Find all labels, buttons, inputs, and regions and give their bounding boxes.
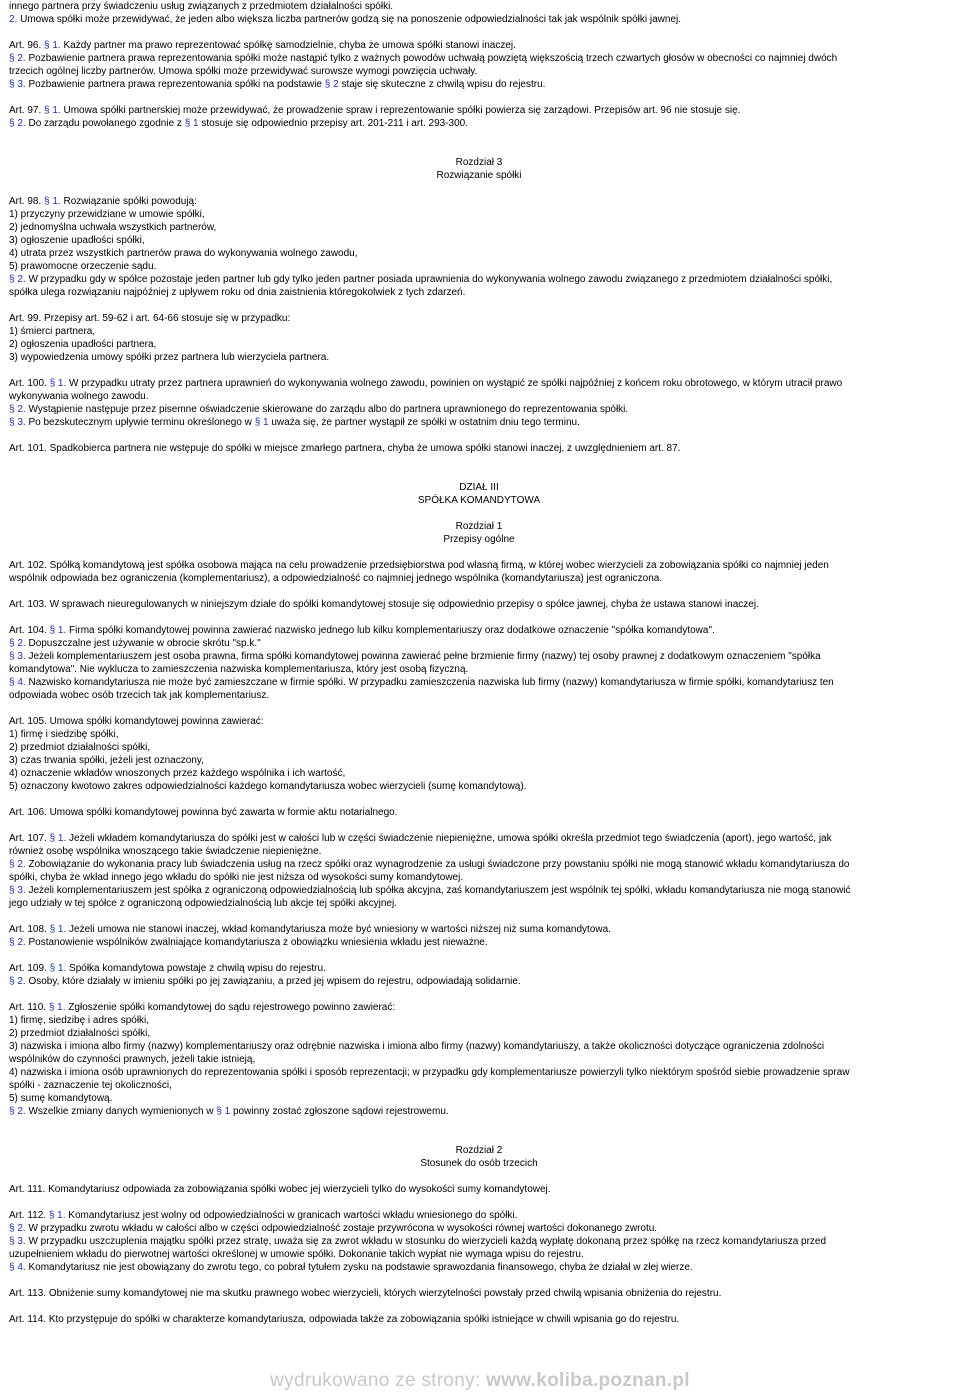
text-fragment: 2) jednomyślna uchwała wszystkich partnerów,: [9, 222, 217, 233]
text-line: [9, 1092, 949, 1105]
blank-line: [9, 1274, 949, 1287]
text-fragment: Art. 103. W sprawach nieuregulowanych w niniejszym dziale do spółki komandytowej stosuje się odpowiednio przepisy o spółce jawnej, chyba że ustawa stanowi inaczej.: [9, 599, 759, 610]
blank-line: [9, 1196, 949, 1209]
paragraph-marker: § 2.: [9, 976, 26, 987]
text-line: [9, 624, 949, 637]
section-heading: [9, 520, 949, 533]
blank-line: [9, 793, 949, 806]
text-fragment: Art. 110.: [9, 1002, 49, 1013]
text-fragment: trzecich ogólnej liczby partnerów. Umowa spółki może przewidywać surowsze wymogi powzięcia uchwały.: [9, 66, 478, 77]
text-line: [9, 858, 949, 871]
text-fragment: Osoby, które działały w imieniu spółki po jej zawiązaniu, a przed jej wpisem do rejestru, odpowiadają solidarnie.: [25, 976, 521, 987]
blank-line: [9, 364, 949, 377]
text-line: [9, 52, 949, 65]
text-fragment: Art. 102. Spółką komandytową jest spółka osobowa mająca na celu prowadzenie przedsiębiorstwa pod własną firmą, w której wobec wierzycieli za zobowiązania spółki co najmniej jeden: [9, 560, 829, 571]
paragraph-marker: § 3.: [9, 885, 26, 896]
text-line: [9, 1209, 949, 1222]
text-line: [9, 1183, 949, 1196]
text-line: [9, 195, 949, 208]
text-line: [9, 559, 949, 572]
paragraph-marker: § 1: [254, 417, 269, 428]
text-fragment: Art. 107.: [9, 833, 50, 844]
paragraph-marker: § 1.: [49, 963, 67, 974]
text-line: [9, 936, 949, 949]
text-fragment: Art. 105. Umowa spółki komandytowej powinna zawierać:: [9, 716, 264, 727]
text-fragment: Art. 98.: [9, 196, 45, 207]
text-line: [9, 845, 949, 858]
text-fragment: Do zarządu powołanego zgodnie z: [25, 118, 185, 129]
text-line: [9, 416, 949, 429]
text-fragment: spółki, chyba że wkład innego jego wkładu do spółki nie jest niższa od wysokości sumy komandytowej.: [9, 872, 464, 883]
text-fragment: Wszelkie zmiany danych wymienionych w: [25, 1106, 217, 1117]
text-fragment: również osobę wspólnika wnoszącego takie świadczenie niepieniężne.: [9, 846, 322, 857]
text-line: [9, 923, 949, 936]
text-line: [9, 1222, 949, 1235]
text-fragment: staje się skuteczne z chwilą wpisu do rejestru.: [338, 79, 546, 90]
text-fragment: stosuje się odpowiednio przepisy art. 201-211 i art. 293-300.: [198, 118, 469, 129]
text-fragment: Pozbawienie partnera prawa reprezentowania spółki na podstawie: [25, 79, 325, 90]
text-fragment: W przypadku uszczuplenia majątku spółki przez stratę, uważa się za zwrot wkładu w stosunku do wierzycieli każdą wypłatę dokonaną przez spółkę na rzecz komandytariusza przed: [25, 1236, 827, 1247]
blank-line: [9, 1131, 949, 1144]
text-line: [9, 832, 949, 845]
paragraph-marker: § 2.: [9, 1223, 26, 1234]
text-line: [9, 273, 949, 286]
text-line: [9, 1248, 949, 1261]
text-fragment: Art. 108.: [9, 924, 50, 935]
text-fragment: Wystąpienie następuje przez pisemne oświadczenie skierowane do zarządu albo do partnera uprawnionego do reprezentowania spółki.: [25, 404, 629, 415]
text-line: [9, 221, 949, 234]
paragraph-marker: § 3.: [9, 417, 26, 428]
text-line: [9, 208, 949, 221]
text-line: [9, 1105, 949, 1118]
blank-line: [9, 1118, 949, 1131]
section-heading: [9, 1157, 949, 1170]
text-line: [9, 338, 949, 351]
text-fragment: Art. 113. Obniżenie sumy komandytowej nie ma skutku prawnego wobec wierzycieli, których wierzytelności powstały przed chwilą wpisania obniżenia do rejestru.: [9, 1288, 722, 1299]
text-fragment: Art. 111. Komandytariusz odpowiada za zobowiązania spółki wobec jej wierzycieli tylko do wysokości sumy komandytowej.: [9, 1184, 551, 1195]
text-line: [9, 1001, 949, 1014]
text-fragment: 3) wypowiedzenia umowy spółki przez partnera lub wierzyciela partnera.: [9, 352, 330, 363]
paragraph-marker: § 2.: [9, 638, 26, 649]
paragraph-marker: § 2: [324, 79, 339, 90]
text-line: [9, 728, 949, 741]
text-line: [9, 0, 949, 13]
text-line: [9, 767, 949, 780]
text-fragment: Nazwisko komandytariusza nie może być zamieszczane w firmie spółki. W przypadku zamieszczenia nazwiska lub firmy (nazwy) komandytariusza w firmie spółki, komandytariusz ten: [25, 677, 834, 688]
blank-line: [9, 585, 949, 598]
text-fragment: komandytowa". Nie wyklucza to zamieszczenia nazwiska komplementariusza, który jest osobą fizyczną.: [9, 664, 469, 675]
text-fragment: spółki - zaznaczenie tej okoliczności,: [9, 1080, 172, 1091]
paragraph-marker: 2.: [9, 14, 18, 25]
text-fragment: Komandytariusz nie jest obowiązany do zwrotu tego, co pobrał tytułem zysku na podstawie sprawozdania finansowego, chyba że działał w złej wierze.: [25, 1262, 693, 1273]
paragraph-marker: § 1.: [49, 625, 67, 636]
text-fragment: Przepisy ogólne: [443, 534, 515, 545]
blank-line: [9, 91, 949, 104]
text-fragment: Rozdział 2: [455, 1145, 503, 1156]
text-fragment: Postanowienie wspólników zwalniające komandytariusza z obowiązku wniesienia wkładu jest nieważne.: [25, 937, 488, 948]
blank-line: [9, 988, 949, 1001]
text-fragment: 2) ogłoszenia upadłości partnera,: [9, 339, 157, 350]
text-fragment: 1) przyczyny przewidziane w umowie spółki,: [9, 209, 205, 220]
text-fragment: Jeżeli komplementariuszem jest spółka z ograniczoną odpowiedzialnością lub spółka akcyjna, zaś komandytariuszem jest wspólnik tej spółki, wkładu komandytariusza nie mogą stanowić: [25, 885, 851, 896]
text-fragment: Rozdział 1: [455, 521, 503, 532]
paragraph-marker: § 1.: [49, 378, 67, 389]
text-line: [9, 754, 949, 767]
paragraph-marker: § 1.: [44, 196, 61, 207]
section-heading: [9, 481, 949, 494]
paragraph-marker: § 1: [216, 1106, 231, 1117]
paragraph-marker: § 3.: [9, 651, 26, 662]
text-fragment: powinny zostać zgłoszone sądowi rejestrowemu.: [230, 1106, 449, 1117]
text-fragment: Art. 96.: [9, 40, 45, 51]
section-heading: [9, 169, 949, 182]
blank-line: [9, 819, 949, 832]
text-fragment: Art. 109.: [9, 963, 50, 974]
text-fragment: 3) czas trwania spółki, jeżeli jest oznaczony,: [9, 755, 204, 766]
text-line: [9, 351, 949, 364]
text-line: [9, 1287, 949, 1300]
text-fragment: uważa się, że partner wystąpił ze spółki w ostatnim dniu tego terminu.: [268, 417, 580, 428]
text-line: [9, 39, 949, 52]
text-line: [9, 117, 949, 130]
text-fragment: Stosunek do osób trzecich: [420, 1158, 538, 1169]
text-line: [9, 650, 949, 663]
print-footer: [0, 1370, 960, 1392]
text-fragment: Art. 114. Kto przystępuje do spółki w charakterze komandytariusza, odpowiada także za zobowiązania spółki istniejące w chwili wpisania go do rejestru.: [9, 1314, 680, 1325]
text-line: [9, 325, 949, 338]
text-fragment: W przypadku utraty przez partnera uprawnień do wykonywania wolnego zawodu, powinien on wystąpić ze spółki najpóźniej z końcem roku obrotowego, w którym utracił prawo: [66, 378, 843, 389]
text-fragment: W przypadku zwrotu wkładu w całości albo w części odpowiedzialność zostaje przywrócona w wysokości równej wartości dokonanego zwrotu.: [25, 1223, 658, 1234]
section-heading: [9, 494, 949, 507]
text-line: [9, 689, 949, 702]
text-fragment: Jeżeli wkładem komandytariusza do spółki jest w całości lub w części świadczenie niepieniężne, umowa spółki określa przedmiot tego świadczenia (aport), jego wartość, jak: [66, 833, 832, 844]
text-fragment: spółka ulega rozwiązaniu najpóźniej z upływem roku od dnia zaistnienia któregokolwiek z tych zdarzeń.: [9, 287, 466, 298]
text-line: [9, 598, 949, 611]
paragraph-marker: § 4.: [9, 677, 26, 688]
text-fragment: Spółka komandytowa powstaje z chwilą wpisu do rejestru.: [66, 963, 326, 974]
text-fragment: innego partnera przy świadczeniu usług związanych z przedmiotem działalności spółki.: [9, 1, 394, 12]
paragraph-marker: § 4.: [9, 1262, 26, 1273]
text-line: [9, 871, 949, 884]
text-fragment: W przypadku gdy w spółce pozostaje jeden partner lub gdy tylko jeden partner posiada uprawnienia do wykonywania wolnego zawodu związanego z przedmiotem działalności spółki,: [25, 274, 833, 285]
blank-line: [9, 546, 949, 559]
blank-line: [9, 949, 949, 962]
paragraph-marker: § 1.: [44, 40, 61, 51]
text-line: [9, 1235, 949, 1248]
paragraph-marker: § 2.: [9, 937, 26, 948]
blank-line: [9, 468, 949, 481]
text-line: [9, 1261, 949, 1274]
text-fragment: Każdy partner ma prawo reprezentować spółkę samodzielnie, chyba że umowa spółki stanowi inaczej.: [60, 40, 516, 51]
text-fragment: 1) firmę i siedzibę spółki,: [9, 729, 119, 740]
paragraph-marker: § 2.: [9, 53, 26, 64]
text-line: [9, 403, 949, 416]
text-fragment: Po bezskutecznym upływie terminu określonego w: [25, 417, 255, 428]
paragraph-marker: § 1.: [49, 833, 67, 844]
text-line: [9, 1027, 949, 1040]
blank-line: [9, 130, 949, 143]
text-fragment: Art. 97.: [9, 105, 45, 116]
text-fragment: Umowa spółki może przewidywać, że jeden albo większa liczba partnerów godzą się na ponoszenie odpowiedzialności tak jak wspólnik spółki jawnej.: [17, 14, 682, 25]
blank-line: [9, 26, 949, 39]
text-fragment: Dopuszczalne jest używanie w obrocie skrótu "sp.k.": [25, 638, 261, 649]
text-line: [9, 637, 949, 650]
blank-line: [9, 429, 949, 442]
text-line: [9, 676, 949, 689]
text-fragment: 5) oznaczony kwotowo zakres odpowiedzialności każdego komandytariusza wobec wierzycieli (sumę komandytową).: [9, 781, 527, 792]
text-fragment: Umowa spółki partnerskiej może przewidywać, że prowadzenie spraw i reprezentowanie spółki powierza się zarządowi. Przepisów art. 96 nie stosuje się.: [60, 105, 741, 116]
text-fragment: 2) przedmiot działalności spółki,: [9, 742, 151, 753]
text-line: [9, 572, 949, 585]
text-line: [9, 1079, 949, 1092]
text-fragment: Pozbawienie partnera prawa reprezentowania spółki może nastąpić tylko z ważnych powodów uchwałą powziętą większością trzech czwartych głosów w obecności co najmniej dwóch: [25, 53, 838, 64]
footer-site-link[interactable]: www.koliba.poznan.pl: [486, 1370, 690, 1391]
text-fragment: 4) nazwiska i imiona osób uprawnionych do reprezentowania spółki i sposób reprezentacji; w przypadku gdy komplementariusze powierzyli tylko niektórym spośród siebie prowadzenie spraw: [9, 1067, 850, 1078]
text-line: [9, 1040, 949, 1053]
paragraph-marker: § 2.: [9, 859, 26, 870]
blank-line: [9, 1300, 949, 1313]
text-line: [9, 1053, 949, 1066]
text-fragment: Art. 112.: [9, 1210, 49, 1221]
text-fragment: Jeżeli komplementariuszem jest osoba prawna, firma spółki komandytowej powinna zawierać pełne brzmienie firmy (nazwy) tej osoby prawnej z dodatkowym oznaczeniem "spółka: [25, 651, 821, 662]
text-fragment: Zgłoszenie spółki komandytowej do sądu rejestrowego powinno zawierać:: [65, 1002, 396, 1013]
text-fragment: 3) nazwiska i imiona albo firmy (nazwy) komplementariuszy oraz odrębnie nazwiska i imiona albo firmy (nazwy) komandytariuszy, a także okoliczności dotyczące ograniczenia zdolności: [9, 1041, 825, 1052]
text-fragment: uzupełnieniem wkładu do pierwotnej wartości określonej w umowie spółki. Dokonanie takich wypłat nie wymaga wpisu do rejestru.: [9, 1249, 584, 1260]
text-line: [9, 884, 949, 897]
paragraph-marker: § 3.: [9, 79, 26, 90]
text-line: [9, 13, 949, 26]
text-line: [9, 377, 949, 390]
blank-line: [9, 611, 949, 624]
text-fragment: Rozwiązanie spółki powodują:: [60, 196, 197, 207]
text-fragment: Komandytariusz jest wolny od odpowiedzialności w granicach wartości wkładu wniesionego do spółki.: [65, 1210, 518, 1221]
text-fragment: Firma spółki komandytowej powinna zawierać nazwisko jednego lub kilku komplementariuszy oraz dodatkowe oznaczenie "spółka komandytowa".: [66, 625, 715, 636]
text-line: [9, 442, 949, 455]
paragraph-marker: § 2.: [9, 1106, 26, 1117]
text-fragment: Rozwiązanie spółki: [436, 170, 522, 181]
text-line: [9, 104, 949, 117]
blank-line: [9, 507, 949, 520]
paragraph-marker: § 2.: [9, 118, 26, 129]
text-line: [9, 65, 949, 78]
text-fragment: Art. 101. Spadkobierca partnera nie wstępuje do spółki w miejsce zmarłego partnera, chyba że umowa spółki stanowi inaczej, z uwzględnieniem art. 87.: [9, 443, 681, 454]
text-fragment: 5) sumę komandytową.: [9, 1093, 113, 1104]
paragraph-marker: § 1: [184, 118, 199, 129]
paragraph-marker: § 1.: [49, 924, 67, 935]
text-line: [9, 897, 949, 910]
text-fragment: DZIAŁ III: [459, 482, 499, 493]
text-line: [9, 806, 949, 819]
blank-line: [9, 299, 949, 312]
text-line: [9, 741, 949, 754]
text-line: [9, 312, 949, 325]
document-body: [9, 0, 949, 1326]
text-fragment: jego udziały w tej spółce z ograniczoną odpowiedzialnością lub akcje tej spółki akcyjnej.: [9, 898, 397, 909]
paragraph-marker: § 2.: [9, 274, 26, 285]
footer-prefix: wydrukowano ze strony:: [270, 1370, 487, 1391]
text-line: [9, 78, 949, 91]
text-line: [9, 390, 949, 403]
text-line: [9, 1014, 949, 1027]
text-fragment: 5) prawomocne orzeczenie sądu.: [9, 261, 157, 272]
text-fragment: 4) utrata przez wszystkich partnerów prawa do wykonywania wolnego zawodu,: [9, 248, 358, 259]
section-heading: [9, 156, 949, 169]
text-fragment: wspólników do czynności prawnych, jeżeli takie istnieją,: [9, 1054, 256, 1065]
blank-line: [9, 455, 949, 468]
text-line: [9, 260, 949, 273]
text-line: [9, 780, 949, 793]
paragraph-marker: § 1.: [48, 1210, 66, 1221]
text-fragment: Rozdział 3: [455, 157, 503, 168]
paragraph-marker: § 1.: [44, 105, 61, 116]
paragraph-marker: § 2.: [9, 404, 26, 415]
text-line: [9, 975, 949, 988]
text-fragment: wspólnik odpowiada bez ograniczenia (komplementariusz), a odpowiedzialność co najmniej jednego wspólnika (komandytariusza) jest ograniczona.: [9, 573, 663, 584]
text-fragment: Zobowiązanie do wykonania pracy lub świadczenia usług na rzecz spółki oraz wynagrodzenie za usługi świadczone przy powstaniu spółki nie mogą stanowić wkładu komandytariusza do: [25, 859, 850, 870]
paragraph-marker: § 3.: [9, 1236, 26, 1247]
text-fragment: Art. 100.: [9, 378, 50, 389]
text-line: [9, 1066, 949, 1079]
blank-line: [9, 182, 949, 195]
text-fragment: Art. 104.: [9, 625, 50, 636]
blank-line: [9, 910, 949, 923]
section-heading: [9, 533, 949, 546]
text-fragment: wykonywania wolnego zawodu.: [9, 391, 149, 402]
text-line: [9, 715, 949, 728]
paragraph-marker: § 1.: [48, 1002, 66, 1013]
section-heading: [9, 1144, 949, 1157]
text-fragment: Jeżeli umowa nie stanowi inaczej, wkład komandytariusza może być wniesiony w wartości niższej niż suma komandytowa.: [66, 924, 611, 935]
text-line: [9, 663, 949, 676]
text-fragment: 1) firmę, siedzibę i adres spółki,: [9, 1015, 150, 1026]
text-line: [9, 234, 949, 247]
text-line: [9, 247, 949, 260]
blank-line: [9, 1170, 949, 1183]
text-fragment: odpowiada wobec osób trzecich tak jak komplementariusz.: [9, 690, 270, 701]
blank-line: [9, 702, 949, 715]
text-line: [9, 286, 949, 299]
text-line: [9, 962, 949, 975]
text-fragment: 1) śmierci partnera,: [9, 326, 96, 337]
blank-line: [9, 143, 949, 156]
text-fragment: SPÓŁKA KOMANDYTOWA: [417, 495, 541, 506]
text-line: [9, 1313, 949, 1326]
text-fragment: Art. 99. Przepisy art. 59-62 i art. 64-66 stosuje się w przypadku:: [9, 313, 291, 324]
text-fragment: 2) przedmiot działalności spółki,: [9, 1028, 151, 1039]
text-fragment: 4) oznaczenie wkładów wnoszonych przez każdego wspólnika i ich wartość,: [9, 768, 346, 779]
text-fragment: Art. 106. Umowa spółki komandytowej powinna być zawarta w formie aktu notarialnego.: [9, 807, 398, 818]
text-fragment: 3) ogłoszenie upadłości spółki,: [9, 235, 145, 246]
